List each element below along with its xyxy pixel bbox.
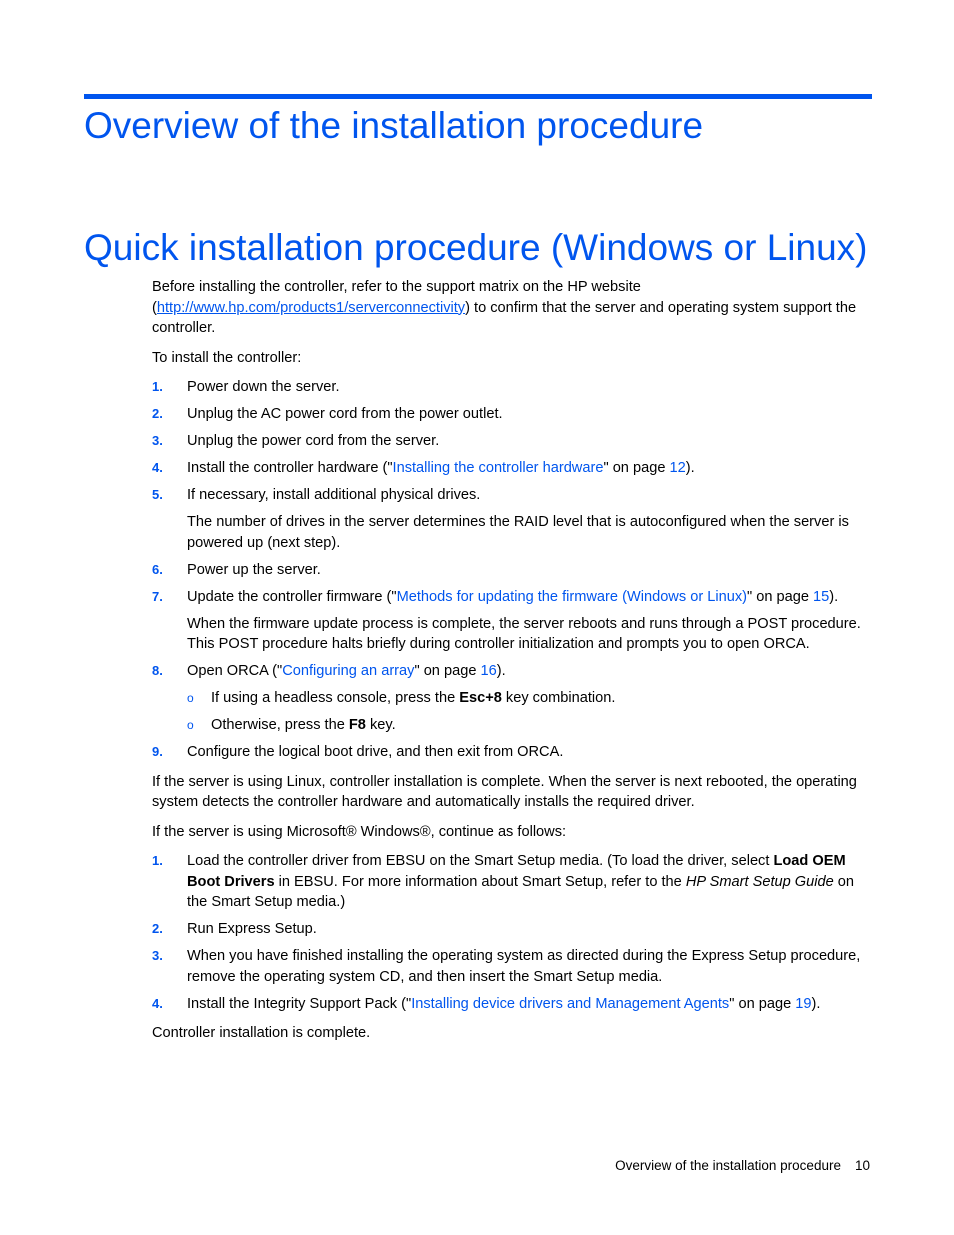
list-item: 7. Update the controller firmware ("Methods for updating the firmware (Windows or Linux)" on page 15). When the firmware update process is complete, the server reboots and runs through a POST procedure. This POST procedure halts briefly during controller initialization and prompts you to open ORCA. — [152, 587, 872, 655]
orca-key-options — [187, 688, 872, 736]
list-item: 9. Configure the logical boot drive, and then exit from ORCA. — [152, 744, 564, 760]
list-item: 6. Power up the server. — [152, 561, 321, 578]
windows-intro: If the server is using Microsoft® Windows®, continue as follows: — [152, 823, 567, 840]
page-link-16[interactable]: 16 — [480, 663, 497, 679]
footer-title: Overview of the installation procedure — [615, 1158, 841, 1173]
list-item: 1. Load the controller driver from EBSU on the Smart Setup media. (To load the driver, select Load OEM Boot Drivers in EBSU. For more information about Smart Setup, refer to the HP Smart Setup Guide on the Smart Setup media.) — [152, 853, 855, 910]
list-item: 5. If necessary, install additional physical drives. The number of drives in the server determines the RAID level that is autoconfigured when the server is powered up (next step). — [152, 485, 872, 553]
page-footer — [615, 1158, 870, 1173]
completion-note: Controller installation is complete. — [152, 1025, 371, 1041]
section-heading: Quick installation procedure (Windows or Linux) — [84, 227, 868, 268]
link-installing-controller-hardware[interactable]: Installing the controller hardware — [392, 460, 604, 476]
page-number: 10 — [854, 1158, 870, 1173]
step-note: When the firmware update process is complete, the server reboots and runs through a POST procedure. This POST procedure halts briefly during controller initialization and prompts you to open ORCA. — [187, 615, 861, 652]
list-item: o Otherwise, press the F8 key. — [187, 715, 872, 736]
intro-paragraph: Before installing the controller, refer to the support matrix on the HP website (http://www.hp.com/products1/serverconnectivity) to confirm that the server and operating system support the controller. — [152, 279, 857, 336]
page-title: Overview of the installation procedure — [84, 105, 704, 146]
page-link-12[interactable]: 12 — [669, 460, 686, 476]
list-item: 4. Install the controller hardware ("Installing the controller hardware" on page 12). — [152, 460, 695, 476]
step-note: The number of drives in the server determines the RAID level that is autoconfigured when the server is powered up (next step). — [187, 514, 849, 551]
windows-steps — [152, 851, 872, 1014]
linux-note: If the server is using Linux, controller installation is complete. When the server is next rebooted, the operating system detects the controller hardware and automatically installs the required driver. — [152, 773, 857, 810]
list-item: 2. Unplug the AC power cord from the power outlet. — [152, 406, 503, 422]
install-steps — [152, 377, 872, 763]
list-item: o If using a headless console, press the Esc+8 key combination. — [187, 688, 872, 709]
link-configuring-array[interactable]: Configuring an array — [282, 663, 415, 679]
title-rule — [84, 94, 872, 99]
section-body — [152, 277, 872, 1053]
list-item: 1. Power down the server. — [152, 379, 340, 395]
bullet-circle-icon: o — [187, 718, 194, 732]
page-link-15[interactable]: 15 — [813, 588, 830, 605]
list-item: 4. Install the Integrity Support Pack ("Installing device drivers and Management Agents" on page 19). — [152, 995, 821, 1012]
list-item: 3. When you have finished installing the operating system as directed during the Express Setup procedure, remove the operating system CD, and then insert the Smart Setup media. — [152, 948, 861, 985]
link-methods-updating-firmware[interactable]: Methods for updating the firmware (Windows or Linux) — [396, 588, 747, 605]
link-installing-device-drivers[interactable]: Installing device drivers and Management Agents — [411, 995, 730, 1012]
list-item: 3. Unplug the power cord from the server. — [152, 433, 440, 449]
to-install-label: To install the controller: — [152, 349, 302, 366]
hp-website-link[interactable]: http://www.hp.com/products1/serverconnectivity — [156, 299, 466, 316]
page-link-19[interactable]: 19 — [795, 995, 812, 1012]
bullet-circle-icon: o — [187, 691, 194, 705]
list-item: 8. Open ORCA ("Configuring an array" on page 16). o If using a headless console, press the Esc+8 key combination. o Otherwise, press the F8 key. — [152, 661, 872, 736]
list-item: 2. Run Express Setup. — [152, 921, 317, 937]
